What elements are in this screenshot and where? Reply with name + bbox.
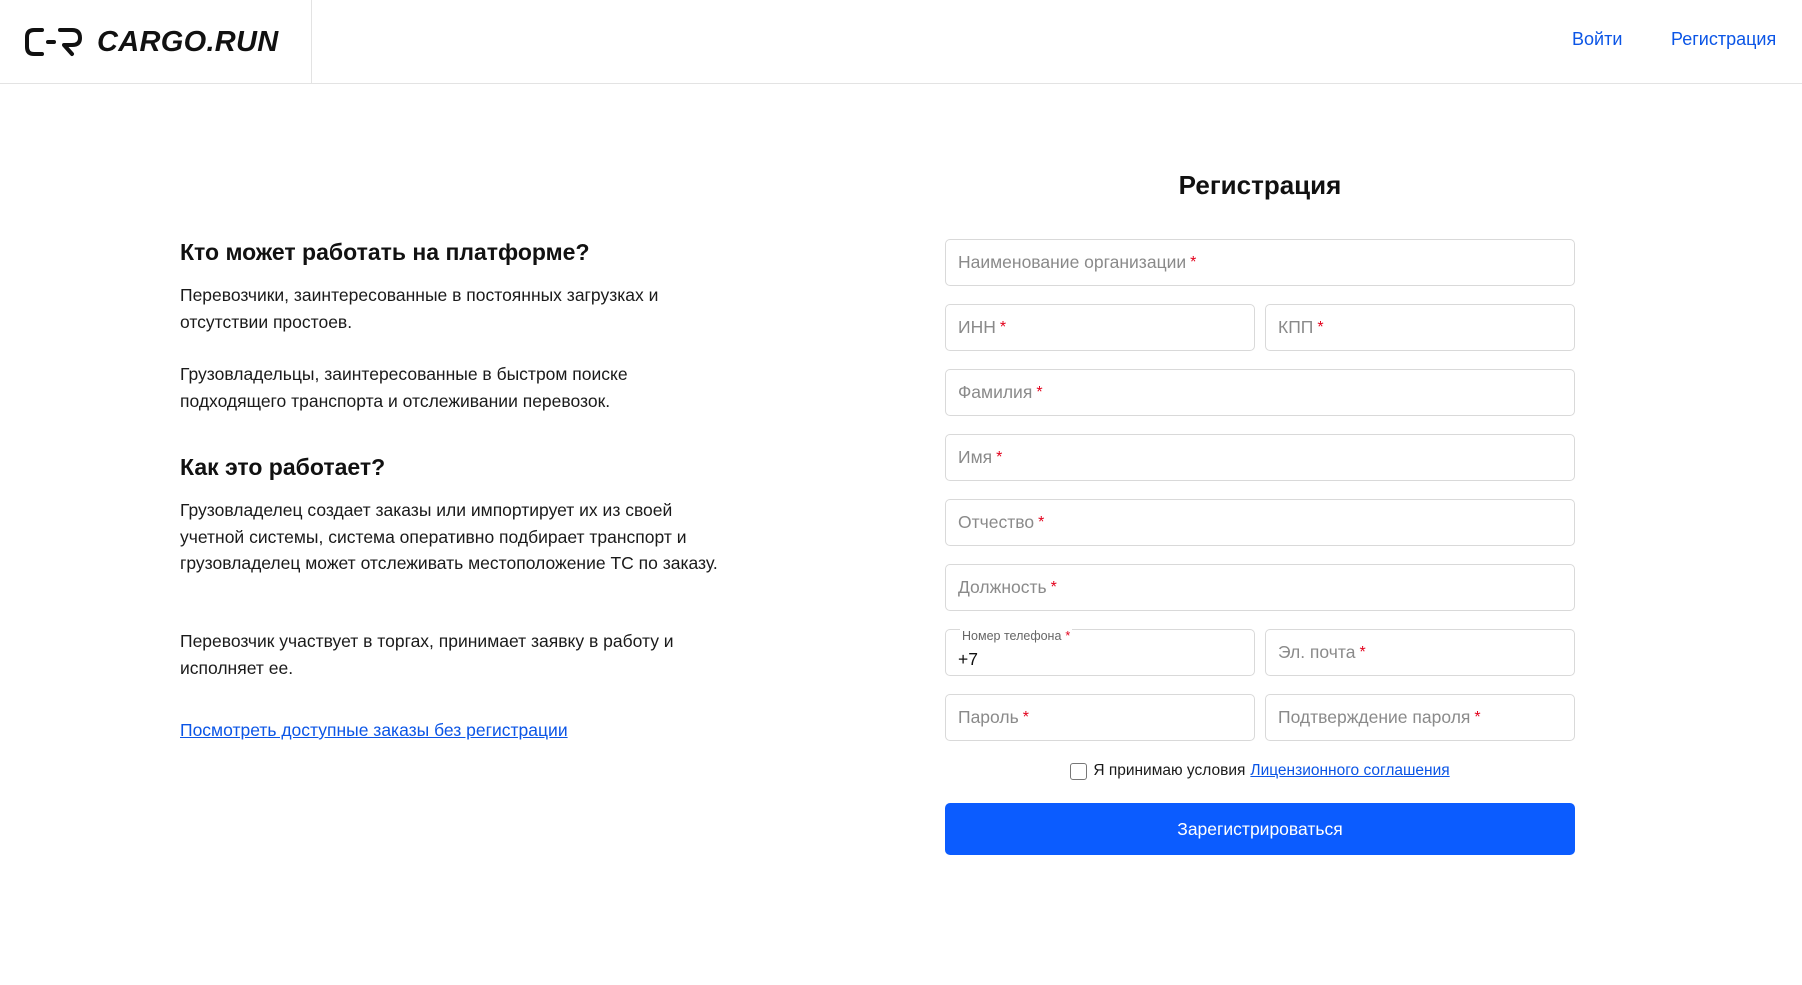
carriers-description: Перевозчики, заинтересованные в постоянных загрузках и отсутствии простоев. (180, 285, 659, 332)
required-mark: * (1038, 513, 1045, 531)
email-placeholder: Эл. почта (1278, 642, 1356, 662)
password-placeholder: Пароль (958, 707, 1019, 727)
logo-text: CARGO.RUN (97, 25, 279, 58)
kpp-input[interactable] (1265, 304, 1575, 351)
required-mark: * (1474, 708, 1481, 726)
login-link[interactable]: Войти (1572, 29, 1623, 49)
kpp-placeholder: КПП (1278, 317, 1314, 337)
phone-value: +7 (958, 649, 978, 669)
patronymic-placeholder: Отчество (958, 512, 1035, 532)
terms-text: Я принимаю условия (1093, 762, 1246, 779)
top-header (0, 0, 1802, 84)
password-confirm-input[interactable] (1265, 694, 1575, 741)
shipper-process-description: Грузовладелец создает заказы или импортирует их из своей учетной системы, система оперативно подбирает транспорт и грузовладелец может отслеживать местоположение ТС по заказу. (180, 500, 718, 573)
password-confirm-placeholder: Подтверждение пароля (1278, 707, 1471, 727)
shippers-description: Грузовладельцы, заинтересованные в быстром поиске подходящего транспорта и отслеживании перевозок. (180, 364, 628, 411)
phone-input[interactable] (945, 629, 1255, 676)
view-orders-without-registration-link[interactable]: Посмотреть доступные заказы без регистрации (180, 720, 568, 740)
register-link[interactable]: Регистрация (1671, 29, 1777, 49)
email-input[interactable] (1265, 629, 1575, 676)
position-input[interactable] (945, 564, 1575, 611)
logo[interactable] (0, 0, 312, 84)
required-mark: * (1190, 253, 1197, 271)
required-mark: * (1065, 629, 1071, 643)
inn-input[interactable] (945, 304, 1255, 351)
last-name-placeholder: Фамилия (958, 382, 1033, 402)
license-agreement-link[interactable]: Лицензионного соглашения (1250, 762, 1450, 779)
register-submit-button[interactable]: Зарегистрироваться (945, 803, 1575, 855)
organization-name-placeholder: Наименование организации (958, 252, 1187, 272)
password-input[interactable] (945, 694, 1255, 741)
terms-checkbox[interactable] (1070, 763, 1087, 780)
terms-agreement (945, 762, 1575, 780)
heading-how-it-works: Как это работает? (180, 454, 386, 480)
required-mark: * (1036, 383, 1043, 401)
first-name-placeholder: Имя (958, 447, 993, 467)
required-mark: * (996, 448, 1003, 466)
phone-label-text: Номер телефона (962, 629, 1062, 643)
patronymic-input[interactable] (945, 499, 1575, 546)
phone-label (960, 629, 1072, 643)
required-mark: * (1050, 578, 1057, 596)
first-name-input[interactable] (945, 434, 1575, 481)
organization-name-input[interactable] (945, 239, 1575, 286)
required-mark: * (1022, 708, 1029, 726)
required-mark: * (1317, 318, 1324, 336)
last-name-input[interactable] (945, 369, 1575, 416)
required-mark: * (1359, 643, 1366, 661)
heading-who-can-work: Кто может работать на платформе? (180, 239, 590, 265)
inn-placeholder: ИНН (958, 317, 996, 337)
required-mark: * (999, 318, 1007, 336)
position-placeholder: Должность (958, 577, 1047, 597)
cargo-logo-icon (24, 27, 84, 57)
carrier-process-description: Перевозчик участвует в торгах, принимает заявку в работу и исполняет ее. (180, 631, 674, 678)
registration-title: Регистрация (1178, 170, 1342, 200)
